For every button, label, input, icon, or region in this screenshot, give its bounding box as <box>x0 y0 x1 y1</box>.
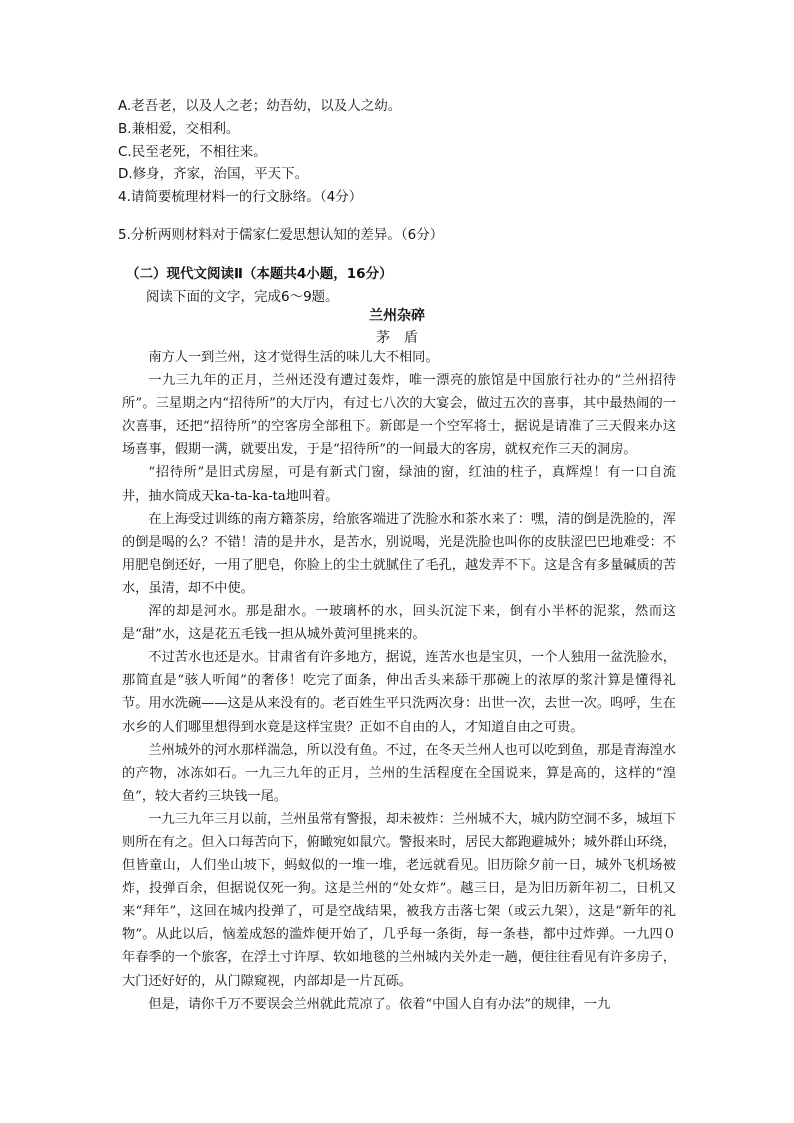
article-body <box>122 346 676 1016</box>
reading-instruction: 阅读下面的文字，完成6～9题。 <box>146 289 339 305</box>
option-b: B.兼相爱，交相利。 <box>118 121 240 137</box>
paragraph: “招待所”是旧式房屋，可是有新式门窗，绿油的窗，红油的柱子，真辉煌！有一口自流井，抽水筒成天ka-ta-ka-ta地叫着。 <box>122 465 676 504</box>
section-heading: （二）现代文阅读Ⅱ（本题共4小题，16分） <box>126 266 393 282</box>
paragraph: 不过苦水也还是水。甘肃省有许多地方，据说，连苦水也是宝贝，一个人独用一盆洗脸水，那简直是“骇人听闻”的奢侈！吃完了面条，伸出舌头来舔干那碗上的浓厚的浆汁算是懂得礼节。用水洗碗——这是从来没有的。老百姓生平只洗两次身：出世一次，去世一次。呜呼，生在水乡的人们哪里想得到水竟是这样宝贵？正如不自由的人，才知道自由之可贵。 <box>122 650 676 735</box>
paragraph: 一九三九年三月以前，兰州虽常有警报，却未被炸：兰州城不大，城内防空洞不多，城垣下则所在有之。但入口每苦向下，俯瞰宛如鼠穴。警报来时，居民大都跑避城外；城外群山环绕，但皆童山，人们坐山坡下，蚂蚁似的一堆一堆，老远就看见。旧历除夕前一日，城外飞机场被炸，投弹百余，但据说仅死一狗。这是兰州的“处女炸”。越三日，是为旧历新年初二，日机又来“拜年”，这回在城内投弹了，可是空战结果，被我方击落七架（或云九架），这是“新年的礼物”。从此以后，恼羞成怒的滥炸便开始了，几乎每一条街，每一条巷，都中过炸弹。一九四０年春季的一个旅客，在浮土寸许厚、软如地毯的兰州城内关外走一趟，便往往看见有许多房子，大门还好好的，从门隙窥视，内部却是一片瓦砾。 <box>122 811 676 989</box>
option-a: A.老吾老，以及人之老；幼吾幼，以及人之幼。 <box>118 98 402 114</box>
question-5: 5.分析两则材料对于儒家仁爱思想认知的差异。（6分） <box>118 227 444 243</box>
paragraph: 一九三九年的正月，兰州还没有遭过轰炸，唯一漂亮的旅馆是中国旅行社办的“兰州招待所”。三星期之内“招待所”的大厅内，有过七八次的大宴会，做过五次的喜事，其中最热闹的一次喜事，还把“招待所”的空客房全部租下。新郎是一个空军将士，据说是请准了三天假来办这场喜事，假期一满，就要出发，于是“招待所”的一间最大的客房，就权充作三天的洞房。 <box>122 373 676 458</box>
article-author: 茅盾 <box>376 330 432 346</box>
paragraph: 浑的却是河水。那是甜水。一玻璃杯的水，回头沉淀下来，倒有小半杯的泥浆，然而这是“甜”水，这是花五毛钱一担从城外黄河里挑来的。 <box>122 604 676 643</box>
paragraph: 南方人一到兰州，这才觉得生活的味儿大不相同。 <box>148 350 439 365</box>
option-c: C.民至老死，不相往来。 <box>118 144 267 160</box>
paragraph: 兰州城外的河水那样湍急，所以没有鱼。不过，在冬天兰州人也可以吃到鱼，那是青海湟水的产物，冰冻如石。一九三九年的正月，兰州的生活程度在全国说来，算是高的，这样的“湟鱼”，较大者约三块钱一尾。 <box>122 742 676 804</box>
paragraph: 在上海受过训练的南方籍茶房，给旅客端进了洗脸水和茶水来了：嘿，清的倒是洗脸的，浑的倒是喝的么？不错！清的是井水，是苦水，别说喝，光是洗脸也叫你的皮肤涩巴巴地难受：不用肥皂倒还好，一用了肥皂，你脸上的尘土就腻住了毛孔，越发弄不下。这是含有多量碱质的苦水，虽清，却不中使。 <box>122 511 676 596</box>
option-d: D.修身，齐家，治国，平天下。 <box>118 166 309 182</box>
paragraph: 但是，请你千万不要误会兰州就此荒凉了。依着“中国人自有办法”的规律，一九 <box>148 996 611 1012</box>
article-title: 兰州杂碎 <box>369 308 425 324</box>
question-4: 4.请简要梳理材料一的行文脉络。（4分） <box>118 189 363 205</box>
